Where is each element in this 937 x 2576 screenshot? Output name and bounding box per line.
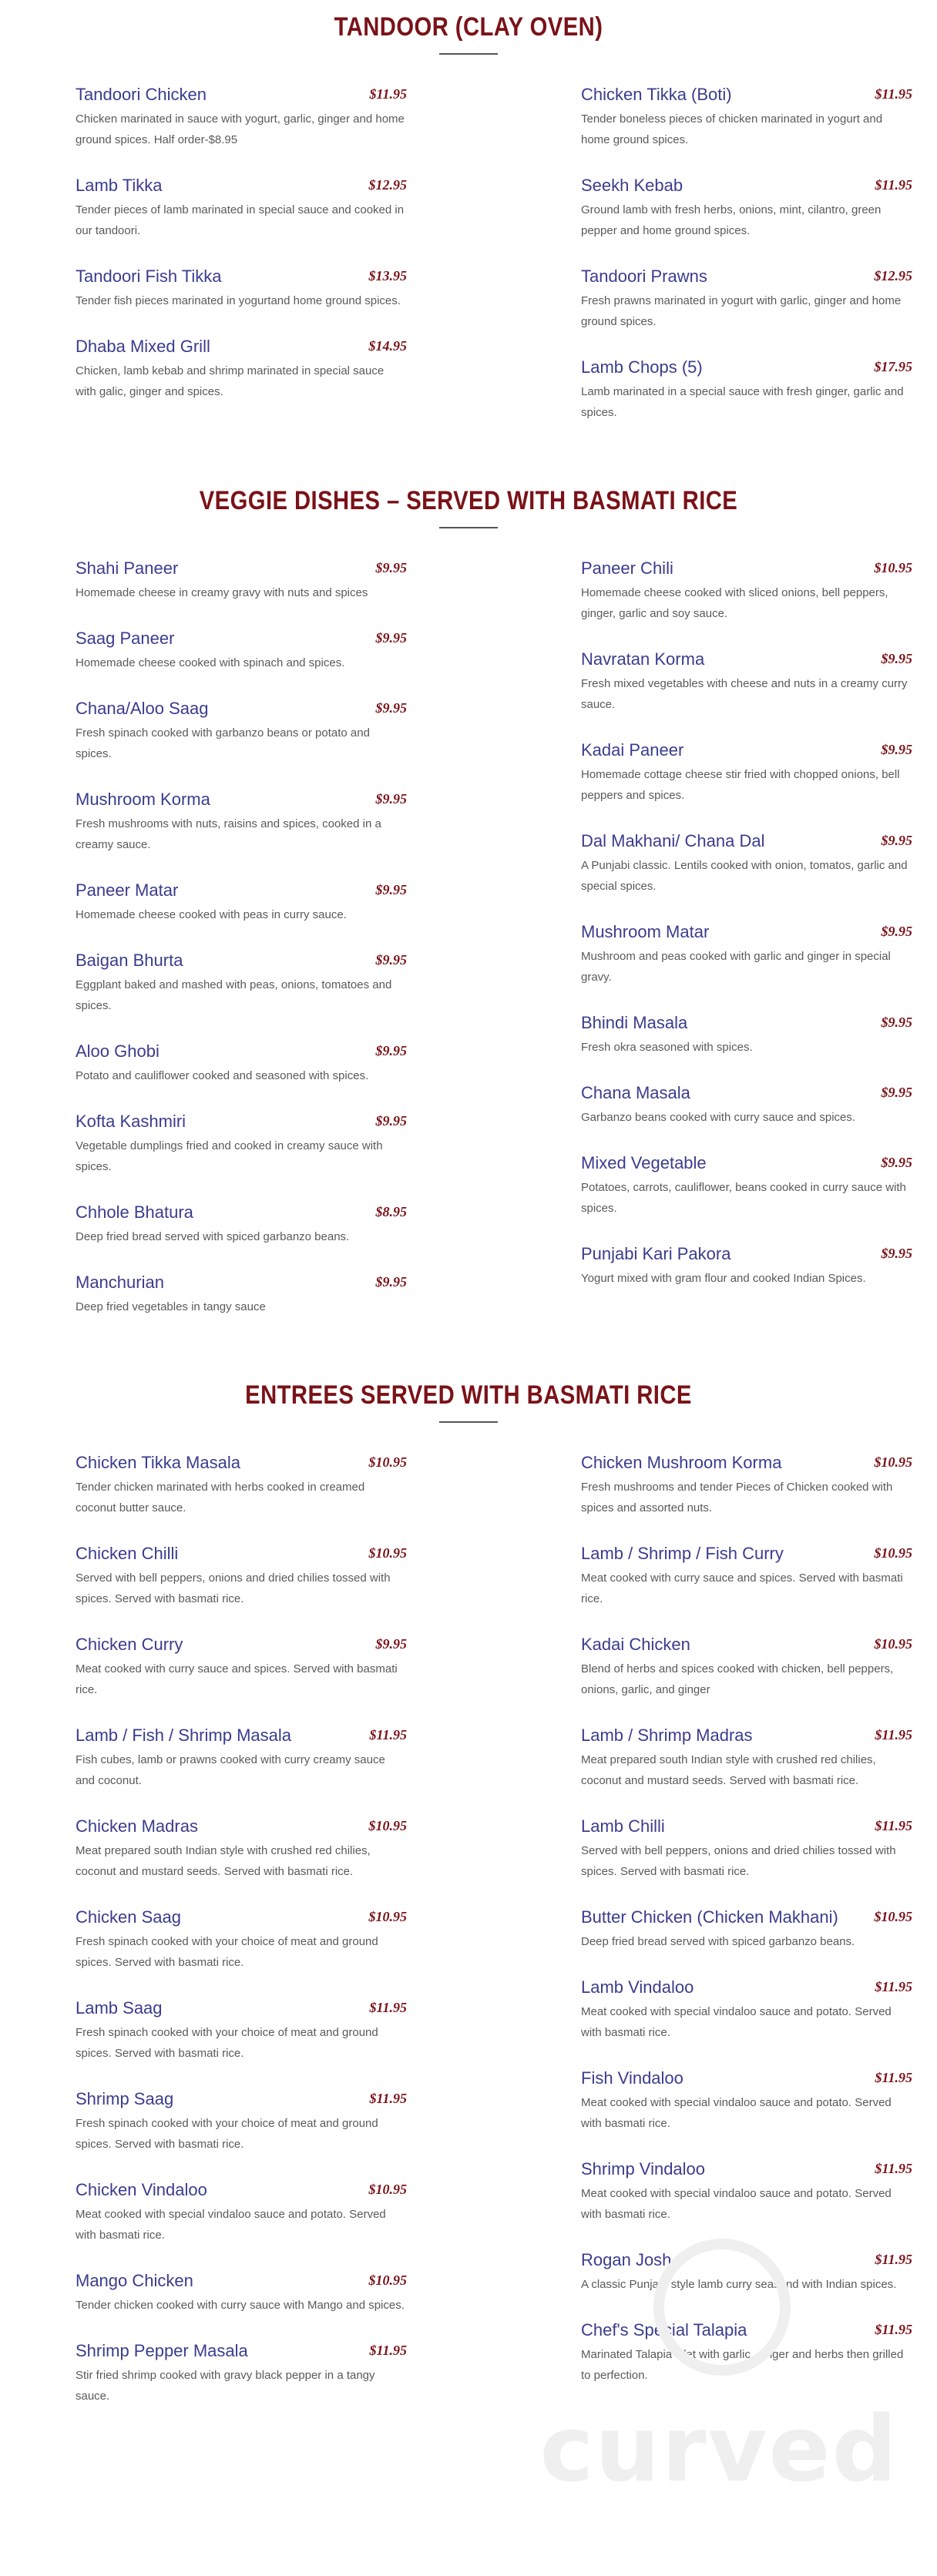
menu-item-description: Homemade cheese in creamy gravy with nuts and spices (76, 586, 368, 599)
menu-item (76, 336, 407, 402)
menu-item-description: Blend of herbs and spices cooked with chicken, bell peppers, onions, garlic, and ginger (581, 1662, 894, 1696)
menu-item-header (581, 1152, 912, 1174)
menu-item-description: Marinated Talapia fillet with garlic, ginger and herbs then grilled to perfection. (581, 2348, 904, 2382)
menu-item-description: Stir fried shrimp cooked with gravy black pepper in a tangy sauce. (76, 2369, 375, 2403)
menu-item-price: $17.95 (874, 359, 912, 374)
menu-item (76, 558, 407, 603)
menu-item (581, 84, 912, 150)
menu-item-price: $9.95 (375, 560, 407, 575)
menu-item-description: Garbanzo beans cooked with curry sauce and spices. (581, 1111, 856, 1124)
menu-item (76, 266, 407, 311)
title-divider (439, 53, 498, 55)
menu-item-description: Tender boneless pieces of chicken marinated in yogurt and home ground spices. (581, 112, 883, 146)
menu-item-price: $8.95 (375, 1204, 407, 1219)
menu-item (581, 2068, 912, 2134)
menu-item-price: $10.95 (874, 1909, 912, 1924)
menu-item-price: $9.95 (881, 742, 912, 757)
menu-item-price: $9.95 (881, 1155, 912, 1170)
menu-section (0, 1365, 937, 2431)
menu-item-header (581, 740, 912, 761)
menu-column-right (581, 1452, 912, 2431)
menu-item (581, 266, 912, 332)
menu-column-left (76, 558, 407, 1342)
menu-item-description: Meat cooked with special vindaloo sauce and potato. Served with basmati rice. (581, 2096, 892, 2130)
menu-item-price: $11.95 (875, 2322, 912, 2337)
menu-item-description: Meat cooked with curry sauce and spices. Served with basmati rice. (581, 1571, 903, 1605)
menu-item-price: $9.95 (881, 651, 912, 666)
menu-item-header (76, 558, 407, 579)
menu-item-description: A classic Punjabi style lamb curry seasond with Indian spices. (581, 2278, 897, 2291)
menu-item-name: Tandoori Chicken (76, 85, 207, 104)
menu-item-header (581, 175, 912, 196)
menu-item-header (76, 336, 407, 357)
menu-item-header (76, 1272, 407, 1293)
menu-item (581, 1082, 912, 1128)
menu-item-price: $11.95 (369, 2000, 407, 2015)
menu-item-name: Chana Masala (581, 1083, 690, 1102)
menu-item (581, 1816, 912, 1882)
menu-item-name: Paneer Chili (581, 558, 673, 578)
menu-item-name: Fish Vindaloo (581, 2068, 683, 2088)
menu-item-name: Navratan Korma (581, 649, 705, 669)
menu-item-description: Lamb marinated in a special sauce with fresh ginger, garlic and spices. (581, 385, 904, 419)
menu-item-name: Lamb Vindaloo (581, 1977, 694, 1997)
menu-item-description: Fresh spinach cooked with your choice of meat and ground spices. Served with basmati rice. (76, 2117, 378, 2151)
menu-section (0, 0, 937, 448)
menu-item-name: Lamb Tikka (76, 176, 163, 195)
menu-item-header (76, 1452, 407, 1474)
menu-item-description: Fresh spinach cooked with garbanzo beans or potato and spices. (76, 726, 370, 760)
menu-item-description: Tender chicken cooked with curry sauce with Mango and spices. (76, 2299, 405, 2312)
menu-item-name: Lamb Chilli (581, 1816, 665, 1836)
menu-item (581, 1243, 912, 1289)
menu-item (581, 1907, 912, 1952)
menu-item-header (581, 2068, 912, 2089)
menu-item-header (76, 2088, 407, 2110)
menu-item-name: Lamb Chops (5) (581, 357, 703, 377)
menu-item (76, 1041, 407, 1086)
menu-item-name: Mushroom Matar (581, 922, 710, 941)
menu-item-header (76, 1111, 407, 1132)
menu-item-name: Chana/Aloo Saag (76, 699, 209, 718)
menu-item-name: Lamb / Shrimp Madras (581, 1726, 753, 1745)
menu-item-name: Lamb / Shrimp / Fish Curry (581, 1544, 784, 1563)
menu-item-price: $10.95 (368, 1909, 407, 1924)
menu-item-header (76, 1725, 407, 1746)
menu-item-name: Kofta Kashmiri (76, 1112, 186, 1131)
menu-item-price: $11.95 (875, 2252, 912, 2267)
menu-item-header (581, 1082, 912, 1104)
menu-item-description: Meat cooked with curry sauce and spices. Served with basmati rice. (76, 1662, 398, 1696)
menu-item-header (581, 1907, 912, 1928)
menu-item (76, 1634, 407, 1700)
menu-item-name: Kadai Paneer (581, 740, 684, 760)
menu-item-description: Homemade cottage cheese stir fried with chopped onions, bell peppers and spices. (581, 768, 900, 802)
menu-item (581, 740, 912, 806)
menu-item-header (76, 880, 407, 901)
menu-item (581, 1152, 912, 1219)
menu-item-header (581, 649, 912, 670)
menu-item-price: $10.95 (874, 1454, 912, 1470)
menu-columns (0, 1452, 937, 2431)
menu-item-price: $11.95 (875, 86, 912, 102)
menu-item-header (581, 2158, 912, 2180)
menu-item-description: Homemade cheese cooked with sliced onions, bell peppers, ginger, garlic and soy sauce. (581, 586, 888, 620)
menu-item (581, 649, 912, 715)
menu-item-name: Chicken Tikka (Boti) (581, 85, 732, 104)
menu-item-name: Shrimp Pepper Masala (76, 2341, 248, 2360)
menu-item-description: Ground lamb with fresh herbs, onions, mint, cilantro, green pepper and home ground spices. (581, 203, 882, 237)
menu-item-header (581, 84, 912, 106)
menu-item-header (581, 266, 912, 287)
menu-item-price: $9.95 (375, 1113, 407, 1129)
menu-item (581, 1977, 912, 2043)
menu-item-description: Homemade cheese cooked with spinach and spices. (76, 656, 345, 669)
menu-item-name: Kadai Chicken (581, 1635, 690, 1654)
menu-columns (0, 558, 937, 1342)
menu-item (76, 84, 407, 150)
menu-item-name: Chhole Bhatura (76, 1202, 193, 1222)
menu-item-header (76, 175, 407, 196)
menu-column-right (581, 558, 912, 1342)
menu-item-name: Punjabi Kari Pakora (581, 1244, 731, 1263)
menu-item-name: Baigan Bhurta (76, 951, 183, 970)
menu-item (76, 2340, 407, 2407)
menu-item-name: Chicken Vindaloo (76, 2180, 207, 2199)
menu-item-description: Fish cubes, lamb or prawns cooked with curry creamy sauce and coconut. (76, 1753, 385, 1787)
menu-item (76, 1111, 407, 1177)
menu-item (76, 1997, 407, 2064)
menu-item-description: Meat prepared south Indian style with crushed red chilies, coconut and mustard seeds. Served with basmati rice. (581, 1753, 876, 1787)
menu-item-price: $11.95 (369, 2091, 407, 2106)
menu-item (76, 175, 407, 241)
menu-item-price: $11.95 (875, 1818, 912, 1833)
menu-item-header (581, 1634, 912, 1655)
menu-item-price: $9.95 (881, 833, 912, 848)
menu-item-price: $9.95 (375, 952, 407, 968)
menu-item-description: Deep fried bread served with spiced garbanzo beans. (76, 1230, 350, 1243)
menu-item-description: Mushroom and peas cooked with garlic and ginger in special gravy. (581, 950, 891, 984)
menu-item (581, 1452, 912, 1518)
menu-item-description: Eggplant baked and mashed with peas, onions, tomatoes and spices. (76, 978, 392, 1012)
menu-item-description: Fresh prawns marinated in yogurt with garlic, ginger and home ground spices. (581, 294, 902, 328)
menu-item-header (76, 2270, 407, 2292)
menu-item-name: Shrimp Vindaloo (581, 2159, 706, 2179)
menu-item-header (581, 1452, 912, 1474)
menu-item-header (581, 1543, 912, 1565)
section-title: TANDOOR (CLAY OVEN) (334, 12, 603, 42)
menu-item-price: $9.95 (375, 700, 407, 716)
menu-item-description: Potato and cauliflower cooked and seasoned with spices. (76, 1069, 369, 1082)
menu-item (581, 2249, 912, 2295)
menu-item-price: $9.95 (375, 791, 407, 807)
menu-item-description: Fresh mushrooms and tender Pieces of Chicken cooked with spices and assorted nuts. (581, 1481, 893, 1514)
menu-item-header (76, 1816, 407, 1837)
menu-item-header (76, 1907, 407, 1928)
menu-item-header (76, 2340, 407, 2362)
menu-item-description: Potatoes, carrots, cauliflower, beans cooked in curry sauce with spices. (581, 1181, 906, 1215)
section-title: ENTREES SERVED WITH BASMATI RICE (245, 1380, 692, 1410)
menu-item (581, 921, 912, 988)
menu-item-header (76, 789, 407, 810)
menu-item-header (76, 1202, 407, 1223)
menu-item-description: Meat cooked with special vindaloo sauce and potato. Served with basmati rice. (76, 2208, 386, 2242)
menu-item-description: Fresh okra seasoned with spices. (581, 1041, 753, 1054)
menu-item-price: $9.95 (375, 1043, 407, 1058)
menu-item-price: $9.95 (375, 882, 407, 897)
menu-item-name: Paneer Matar (76, 880, 179, 900)
menu-item-description: Vegetable dumplings fried and cooked in creamy sauce with spices. (76, 1139, 383, 1173)
menu-item (76, 880, 407, 925)
menu-item-header (581, 2319, 912, 2341)
menu-item-price: $11.95 (369, 2343, 407, 2358)
menu-item-price: $11.95 (875, 2161, 912, 2176)
menu-column-right (581, 84, 912, 448)
menu-item-price: $11.95 (369, 1727, 407, 1742)
menu-item-price: $9.95 (881, 1015, 912, 1030)
menu-item-description: Meat cooked with special vindaloo sauce and potato. Served with basmati rice. (581, 2187, 892, 2221)
menu-item-name: Manchurian (76, 1273, 164, 1292)
title-divider (439, 1421, 498, 1423)
menu-item-name: Tandoori Prawns (581, 267, 707, 286)
menu-item-header (76, 1041, 407, 1062)
menu-item-name: Dal Makhani/ Chana Dal (581, 831, 765, 850)
menu-column-left (76, 1452, 407, 2431)
menu-item (581, 830, 912, 897)
menu-item-price: $13.95 (368, 268, 407, 283)
menu-item-name: Shrimp Saag (76, 2089, 174, 2108)
menu-item-description: Meat cooked with special vindaloo sauce and potato. Served with basmati rice. (581, 2005, 892, 2039)
menu-column-left (76, 84, 407, 448)
menu-item (581, 558, 912, 624)
menu-item-price: $12.95 (368, 177, 407, 193)
menu-item-header (581, 830, 912, 852)
menu-item-price: $10.95 (368, 1545, 407, 1561)
menu-item-description: Chicken, lamb kebab and shrimp marinated in special sauce with galic, ginger and spices. (76, 364, 385, 398)
menu-item-description: Meat prepared south Indian style with crushed red chilies, coconut and mustard seeds. Served with basmati rice. (76, 1844, 371, 1878)
menu-item-description: Fresh mushrooms with nuts, raisins and spices, cooked in a creamy sauce. (76, 817, 381, 851)
menu-item-header (76, 628, 407, 649)
menu-item (76, 1202, 407, 1247)
menu-item-description: Yogurt mixed with gram flour and cooked Indian Spices. (581, 1272, 866, 1285)
menu-item-description: Chicken marinated in sauce with yogurt, garlic, ginger and home ground spices. Half order-$8.95 (76, 112, 405, 146)
menu-item-description: Tender chicken marinated with herbs cooked in creamed coconut butter sauce. (76, 1481, 365, 1514)
menu-item (76, 2179, 407, 2246)
menu-item (76, 1452, 407, 1518)
menu-item (581, 1634, 912, 1700)
menu-item-header (76, 266, 407, 287)
section-title: VEGGIE DISHES – SERVED WITH BASMATI RICE (199, 486, 738, 515)
menu-item (76, 1272, 407, 1317)
menu-item-name: Tandoori Fish Tikka (76, 267, 222, 286)
menu-item-name: Chicken Curry (76, 1635, 183, 1654)
watermark-text: curved (539, 2396, 898, 2502)
menu-item (581, 175, 912, 241)
menu-item-name: Mushroom Korma (76, 790, 210, 809)
menu-item-price: $10.95 (368, 1454, 407, 1470)
menu-item-price: $9.95 (881, 1085, 912, 1100)
menu-item (76, 789, 407, 855)
menu-item (581, 1012, 912, 1058)
menu-item (76, 2088, 407, 2155)
title-divider (439, 527, 498, 528)
menu-item-price: $11.95 (875, 1727, 912, 1742)
menu-item-name: Aloo Ghobi (76, 1041, 160, 1061)
menu-item-price: $11.95 (875, 2070, 912, 2085)
menu-item (76, 2270, 407, 2316)
menu-item-price: $10.95 (368, 2272, 407, 2288)
menu-item (581, 2158, 912, 2225)
menu-item-name: Chicken Saag (76, 1907, 181, 1927)
menu-item (581, 2319, 912, 2386)
menu-item-price: $12.95 (874, 268, 912, 283)
menu-item-description: Tender pieces of lamb marinated in special sauce and cooked in our tandoori. (76, 203, 405, 237)
menu-item-name: Chicken Chilli (76, 1544, 179, 1563)
menu-item-header (76, 2179, 407, 2201)
menu-item-name: Mixed Vegetable (581, 1153, 707, 1172)
menu-item-price: $10.95 (874, 1545, 912, 1561)
menu-item-header (581, 921, 912, 943)
menu-item-header (76, 1543, 407, 1565)
menu-item-price: $9.95 (375, 630, 407, 646)
menu-item-header (581, 1977, 912, 1998)
menu-item-name: Lamb Saag (76, 1998, 163, 2018)
menu-item (76, 698, 407, 764)
menu-item-name: Chicken Tikka Masala (76, 1453, 240, 1472)
menu-item (76, 628, 407, 673)
menu-item-price: $10.95 (874, 560, 912, 575)
menu-item-price: $10.95 (874, 1636, 912, 1652)
menu-item-header (76, 1997, 407, 2019)
menu-item-name: Chef's Special Talapia (581, 2320, 747, 2340)
menu-item-name: Dhaba Mixed Grill (76, 337, 210, 356)
menu-item-header (581, 357, 912, 378)
menu-item-price: $11.95 (875, 1979, 912, 1994)
menu-item-name: Butter Chicken (Chicken Makhani) (581, 1907, 838, 1927)
menu-item-header (581, 2249, 912, 2271)
menu-item-price: $11.95 (369, 86, 407, 102)
menu-item-price: $9.95 (881, 924, 912, 939)
menu-item (76, 1543, 407, 1609)
menu-item-name: Saag Paneer (76, 629, 175, 648)
menu-item-price: $9.95 (881, 1246, 912, 1261)
menu-item (76, 1907, 407, 1973)
menu-item-name: Lamb / Fish / Shrimp Masala (76, 1726, 291, 1745)
menu-item-price: $10.95 (368, 1818, 407, 1833)
menu-columns (0, 84, 937, 448)
menu-item-header (581, 558, 912, 579)
menu-item-price: $9.95 (375, 1274, 407, 1290)
menu-item (76, 1816, 407, 1882)
menu-item-name: Seekh Kebab (581, 176, 683, 195)
menu-item-header (581, 1012, 912, 1034)
menu-item-name: Rogan Josh (581, 2250, 672, 2269)
menu-item-description: Fresh spinach cooked with your choice of meat and ground spices. Served with basmati rice. (76, 1935, 378, 1969)
menu-item (581, 1543, 912, 1609)
menu-item (581, 1725, 912, 1791)
menu-item-description: Tender fish pieces marinated in yogurtand home ground spices. (76, 294, 401, 307)
menu-item (76, 1725, 407, 1791)
menu-item-name: Chicken Mushroom Korma (581, 1453, 782, 1472)
menu-item-description: A Punjabi classic. Lentils cooked with onion, tomatos, garlic and special spices. (581, 859, 908, 893)
menu-item-header (76, 950, 407, 971)
menu-item (76, 950, 407, 1016)
menu-item-price: $14.95 (368, 338, 407, 354)
menu-item-header (76, 1634, 407, 1655)
menu-item-description: Served with bell peppers, onions and dried chilies tossed with spices. Served with basmati rice. (76, 1571, 391, 1605)
menu-item-description: Fresh mixed vegetables with cheese and nuts in a creamy curry sauce. (581, 677, 908, 711)
menu-item-price: $11.95 (875, 177, 912, 193)
menu-item-name: Mango Chicken (76, 2271, 193, 2290)
menu-item-name: Chicken Madras (76, 1816, 198, 1836)
menu-item-header (76, 84, 407, 106)
menu-item-description: Fresh spinach cooked with your choice of meat and ground spices. Served with basmati rice. (76, 2026, 378, 2060)
menu-item-header (76, 698, 407, 719)
menu-item-price: $9.95 (375, 1636, 407, 1652)
menu-item-name: Bhindi Masala (581, 1013, 688, 1032)
menu-item-header (581, 1725, 912, 1746)
menu-item-description: Deep fried vegetables in tangy sauce (76, 1300, 266, 1313)
menu-section (0, 471, 937, 1342)
menu-item-description: Served with bell peppers, onions and dried chilies tossed with spices. Served with basmati rice. (581, 1844, 896, 1878)
menu-item-header (581, 1243, 912, 1265)
menu-item (581, 357, 912, 423)
menu-item-name: Shahi Paneer (76, 558, 179, 578)
menu-item-description: Homemade cheese cooked with peas in curry sauce. (76, 908, 347, 921)
menu-item-price: $10.95 (368, 2182, 407, 2197)
menu-item-description: Deep fried bread served with spiced garbanzo beans. (581, 1935, 855, 1948)
menu-item-header (581, 1816, 912, 1837)
